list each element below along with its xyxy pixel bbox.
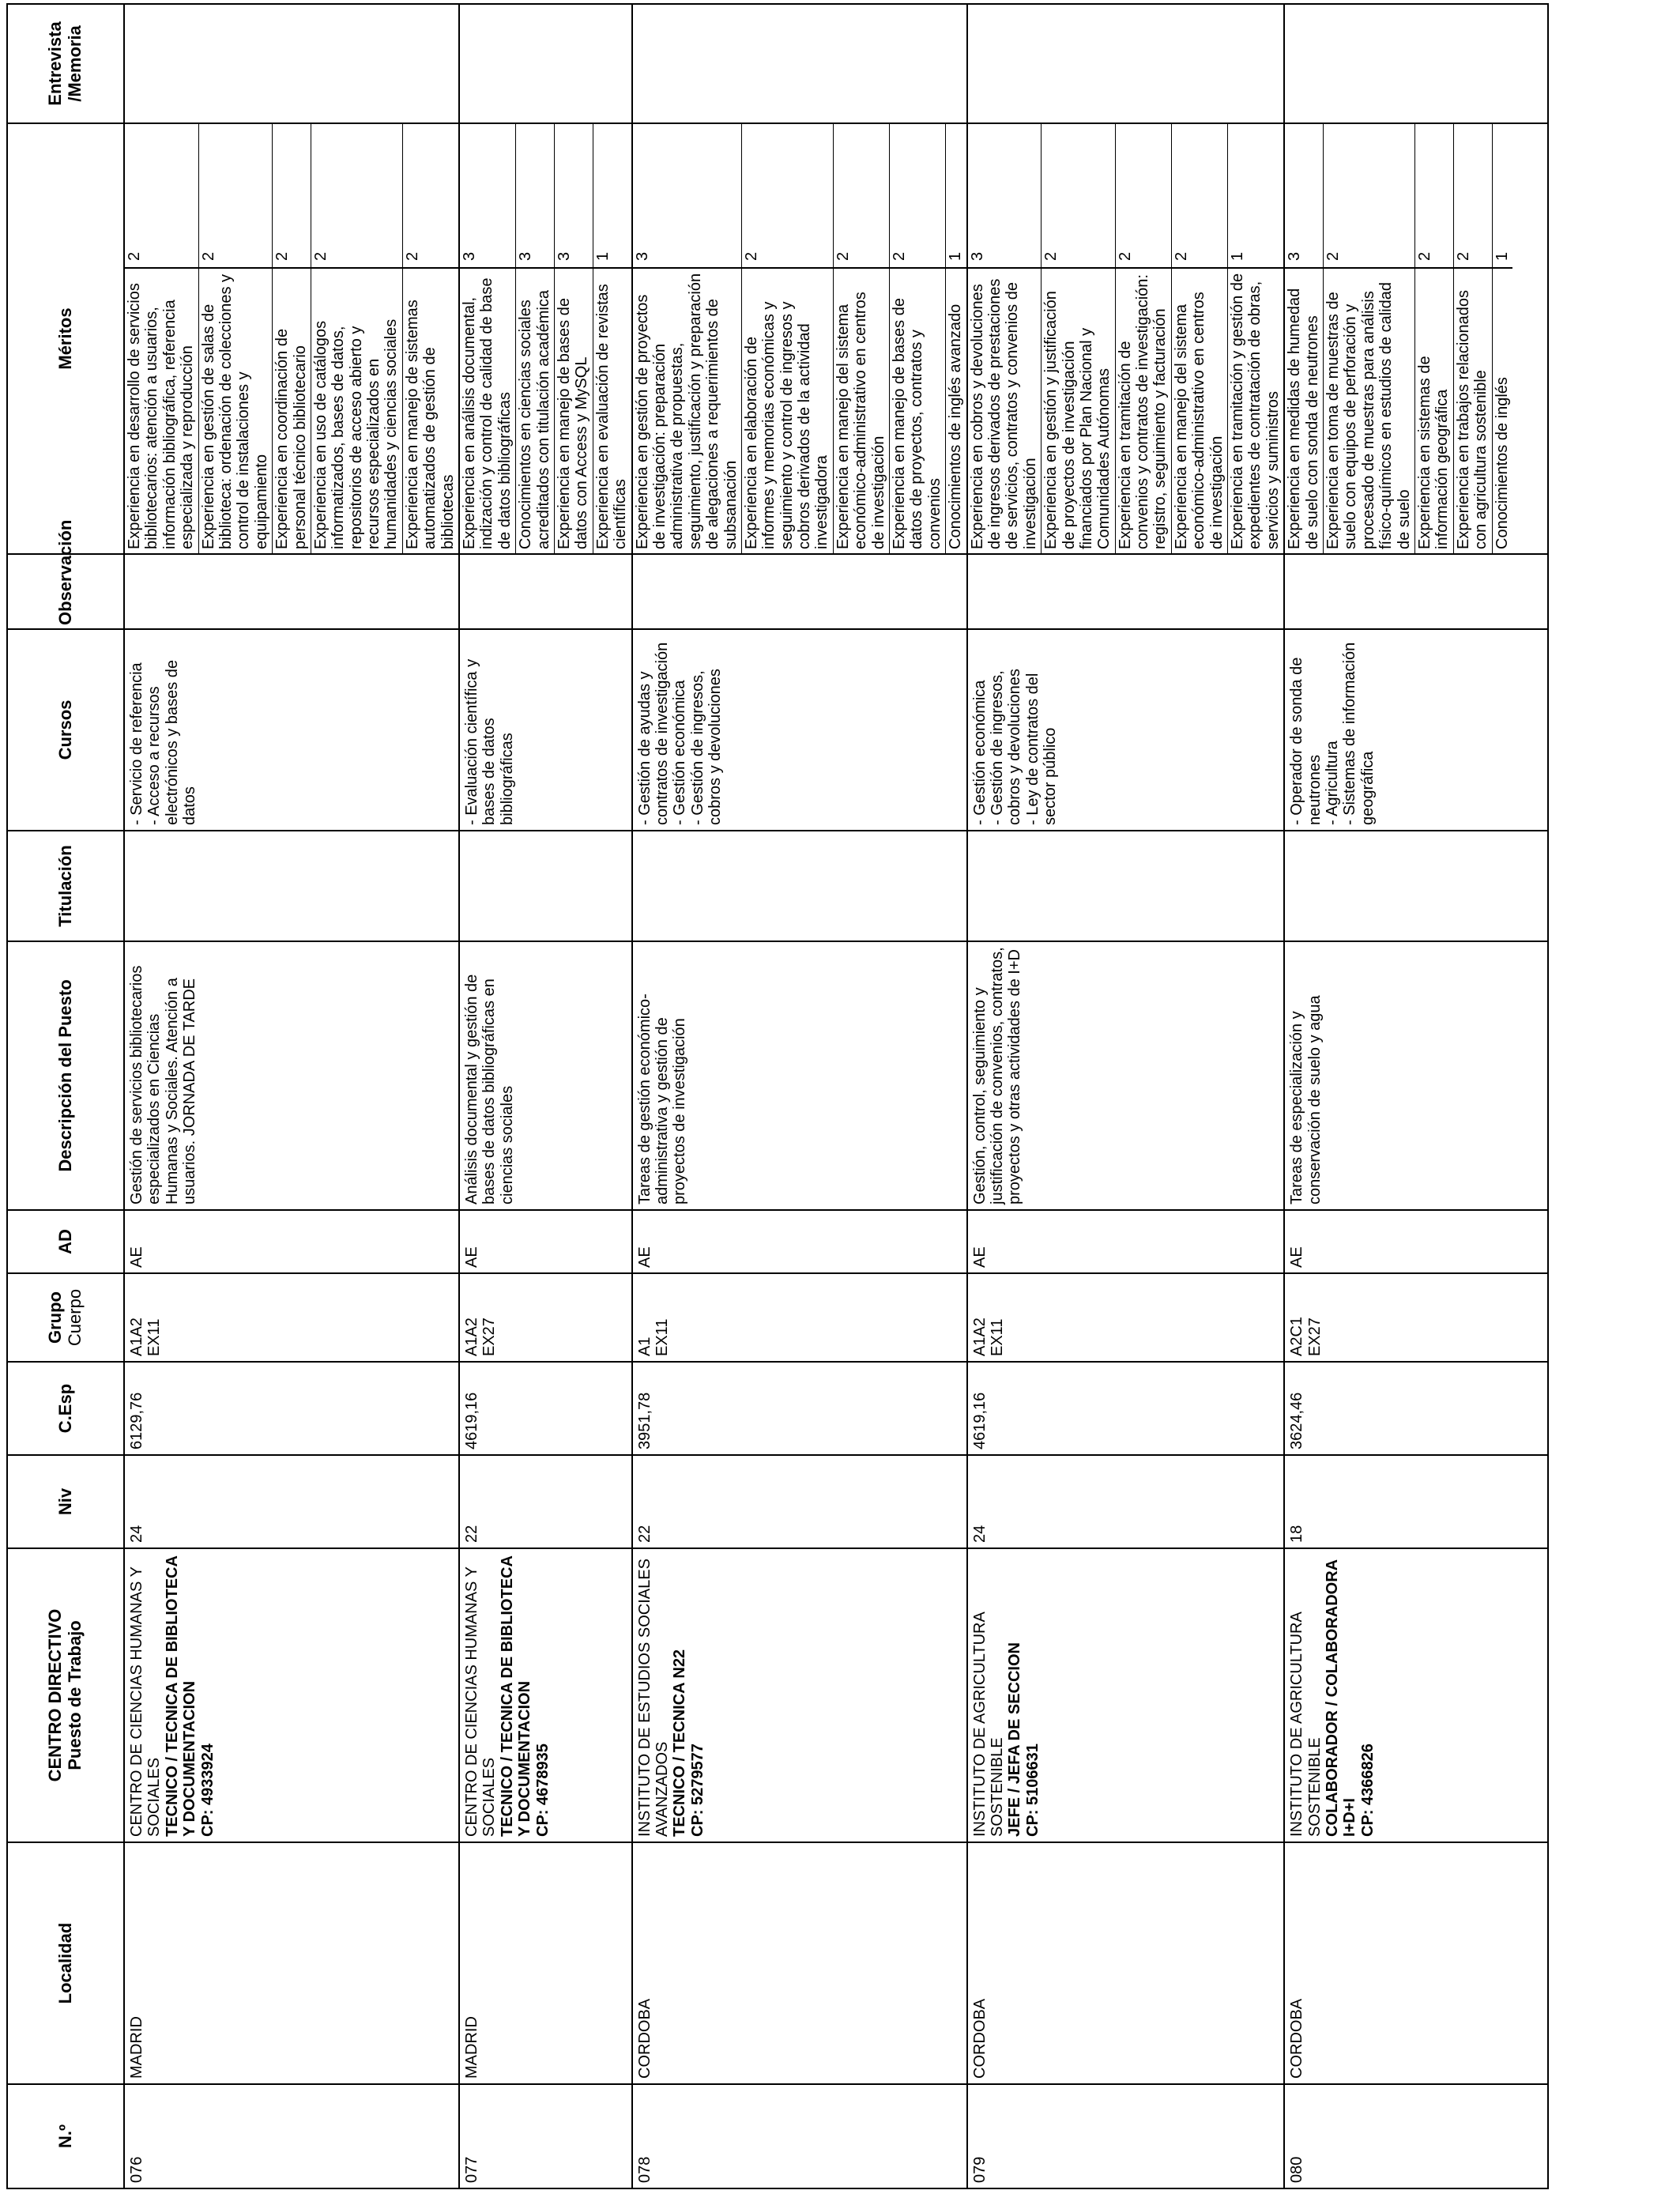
merito-points: 2 [402,124,458,268]
course-item: - Acceso a recursos electrónicos y bases de datos [145,659,199,825]
row-puesto: COLABORADOR / COLABORADORA I+D+I [1324,1559,1359,1837]
row-grupo: A1A2 [463,1318,481,1356]
course-item: - Gestión económica [970,680,989,825]
table-row [967,4,1285,2188]
merito-points: 2 [741,124,833,268]
header-row [7,4,124,2188]
numero-cell [124,2084,459,2188]
cursos-cell [1284,629,1548,831]
row-cuerpo: EX27 [1305,1318,1324,1356]
merito-item [833,124,889,553]
niv-cell [124,1455,459,1548]
cesp-cell [632,1362,967,1455]
row-ad: AE [635,1246,654,1268]
row-ad: AE [463,1246,481,1268]
table-row [124,4,459,2188]
descripcion-cell [124,941,459,1210]
row-cesp: 6129,76 [128,1392,145,1449]
meritos-list [125,124,458,553]
merito-item [1228,124,1284,553]
merito-text: Experiencia en manejo del sistema económico-administrativo en centros de investigación [833,268,889,553]
cursos-cell [459,629,632,831]
merito-text: Experiencia en elaboración de informes y memorias económicas y seguimiento y control de ingresos y cobros derivados de la actividad investigadora [741,268,833,553]
course-item: - Gestión de ingresos, cobros y devoluciones [988,669,1024,825]
observacion-cell [459,554,632,629]
row-numero: 077 [463,2156,481,2183]
ad-cell [124,1210,459,1273]
localidad-cell [632,1842,967,2084]
centro-cell [459,1548,632,1842]
course-item: - Servicio de referencia [128,662,145,825]
merito-item [554,124,593,553]
merito-item [1453,124,1492,553]
row-localidad: CORDOBA [635,1998,654,2079]
merito-text: Experiencia en tramitación y gestión de expedientes de contratación de obras, servicios y suministros [1229,273,1282,549]
merito-item [1285,124,1323,553]
merito-item [516,124,555,553]
merito-points: 3 [516,124,555,268]
row-cuerpo: EX11 [988,1318,1006,1356]
row-cesp: 4619,16 [463,1392,481,1449]
merito-points: 1 [1492,124,1512,268]
merito-points: 1 [1228,124,1284,268]
descripcion-cell [967,941,1285,1210]
merito-points: 2 [1453,124,1492,268]
meritos-list [633,124,966,553]
centro-cell [967,1548,1285,1842]
row-niv: 22 [635,1525,654,1543]
merito-item [593,124,631,553]
descripcion-cell [632,941,967,1210]
row-centro: INSTITUTO DE AGRICULTURA SOSTENIBLE [1288,1612,1324,1837]
merito-item [198,124,273,553]
row-puesto: TECNICO / TECNICA N22 [671,1649,689,1837]
merito-item [273,124,311,553]
merito-item [633,124,742,553]
row-numero: 078 [635,2156,654,2183]
course-item: - Gestión de ingresos, cobros y devoluciones [688,669,725,825]
cursos-cell [124,629,459,831]
row-puesto: TECNICO / TECNICA DE BIBLIOTECA Y DOCUMENTACION [498,1555,534,1837]
row-numero: 076 [128,2156,145,2183]
grupo-header-line1: Grupo [45,1291,66,1344]
cesp-cell [967,1362,1285,1455]
row-puesto: JEFE / JEFA DE SECCION [1006,1642,1024,1837]
niv-cell [632,1455,967,1548]
row-descripcion: Gestión de servicios bibliotecarios especializados en Ciencias Humanas y Sociales. Atención a usuarios. JORNADA DE TARDE [128,965,199,1204]
row-centro: INSTITUTO DE AGRICULTURA SOSTENIBLE [970,1612,1006,1837]
meritos-cell [1284,123,1548,554]
row-cuerpo: EX27 [480,1318,499,1356]
localidad-cell [967,1842,1285,2084]
row-niv: 24 [970,1525,989,1543]
table-row [459,4,632,2188]
row-ad: AE [128,1246,145,1268]
course-item: - Gestión económica [671,680,689,825]
merito-text: Experiencia en desarrollo de servicios bibliotecarios: atención a usuarios, información bibliográfica, referencia especializada y reproducción [125,268,198,553]
row-ad: AE [970,1246,989,1268]
course-item: - Operador de sonda de neutrones [1288,657,1324,825]
row-centro: CENTRO DE CIENCIAS HUMANAS Y SOCIALES [463,1566,499,1837]
merito-text: Experiencia en coordinación de personal técnico bibliotecario [273,268,311,553]
merito-item [311,124,402,553]
col-header-titulacion: Titulación [7,831,124,941]
merito-points: 3 [460,124,516,268]
cursos-cell [967,629,1285,831]
merito-points: 2 [1115,124,1171,268]
row-localidad: MADRID [463,2016,481,2079]
merito-item [402,124,458,553]
merito-points: 1 [593,124,631,268]
merito-item [1171,124,1227,553]
course-item: - Ley de contratos del sector público [1023,673,1060,825]
ad-cell [1284,1210,1548,1273]
row-localidad: CORDOBA [970,1998,989,2079]
row-cp: CP: 5279577 [688,1744,706,1837]
row-cesp: 3624,46 [1288,1392,1306,1449]
row-grupo: A1A2 [128,1318,145,1356]
row-ad: AE [1288,1246,1306,1268]
row-cp: CP: 5106631 [1023,1744,1042,1837]
merito-points: 2 [890,124,946,268]
row-cesp: 4619,16 [970,1392,989,1449]
row-cp: CP: 4678935 [533,1744,552,1837]
merito-text: Experiencia en medidas de humedad de suelo con sonda de neutrones [1285,268,1323,553]
centro-cell [1284,1548,1548,1842]
col-header-entrevista: Entrevista /Memoria [7,4,124,123]
numero-cell [632,2084,967,2188]
merito-item [968,124,1042,553]
merito-text: Experiencia en gestión de proyectos de investigación: preparación administrativa de propuestas, seguimiento, justificación y preparación de alegaciones a requerimientos de subsanación [633,268,742,553]
merito-points: 3 [554,124,593,268]
row-puesto: TECNICO / TECNICA DE BIBLIOTECA Y DOCUMENTACION [163,1555,199,1837]
merito-item [741,124,833,553]
grupo-cell [459,1273,632,1362]
merito-item [1492,124,1512,553]
grupo-cell [1284,1273,1548,1362]
merito-text: Experiencia en manejo del sistema económico-administrativo en centros de investigación [1171,268,1227,553]
observacion-cell [967,554,1285,629]
entrevista-cell [1284,4,1548,123]
merito-text: Experiencia en cobros y devoluciones de ingresos derivados de prestaciones de servicios, contratos y convenios de investigación [968,268,1042,553]
localidad-cell [124,1842,459,2084]
row-descripcion: Análisis documental y gestión de bases de datos bibliográficas en ciencias sociales [463,974,516,1204]
niv-cell [459,1455,632,1548]
col-header-centro [7,1548,124,1842]
row-numero: 080 [1288,2156,1306,2183]
meritos-cell [967,123,1285,554]
localidad-cell [459,1842,632,2084]
merito-points: 1 [946,124,966,268]
merito-points: 2 [198,124,273,268]
course-item: - Agricultura [1324,741,1341,825]
merito-points: 2 [1042,124,1116,268]
centro-cell [124,1548,459,1842]
table-row [632,4,967,2188]
merito-text: Experiencia en gestión y justificación de proyectos de investigación financiados por Plan Nacional y Comunidades Autónomas [1042,268,1116,553]
merito-item [1042,124,1116,553]
meritos-cell [459,123,632,554]
observacion-cell [124,554,459,629]
merito-text: Experiencia en sistemas de información geográfica [1414,268,1453,553]
merito-points: 2 [833,124,889,268]
merito-item [460,124,516,553]
centro-header-line1: CENTRO DIRECTIVO [45,1608,66,1782]
meritos-list [1285,124,1512,553]
row-grupo: A1A2 [970,1318,989,1356]
merito-item [1414,124,1453,553]
row-cp: CP: 4366826 [1358,1744,1377,1837]
merito-text: Experiencia en análisis documental, indización y control de calidad de base de datos bibliográficas [460,268,516,553]
merito-points: 3 [633,124,742,268]
merito-points: 2 [125,124,198,268]
merito-text: Experiencia en evaluación de revistas científicas [593,284,630,549]
row-niv: 18 [1288,1525,1306,1543]
merito-text: Experiencia en manejo de bases de datos con Access y MySQL [554,268,593,553]
row-descripcion: Tareas de gestión económico-administrativa y gestión de proyectos de investigación [635,993,689,1204]
meritos-list [968,124,1284,553]
merito-text: Conocimientos de inglés avanzado [947,303,965,549]
row-centro: INSTITUTO DE ESTUDIOS SOCIALES AVANZADOS [635,1559,671,1837]
meritos-cell [124,123,459,554]
row-descripcion: Tareas de especialización y conservación de suelo y agua [1288,995,1324,1204]
titulacion-cell [459,831,632,941]
numero-cell [459,2084,632,2188]
meritos-list [460,124,631,553]
row-descripcion: Gestión, control, seguimiento y justificación de convenios, contratos, proyectos y otras actividades de I+D [970,947,1024,1204]
plazas-table [6,3,1549,2189]
grupo-cell [124,1273,459,1362]
row-cesp: 3951,78 [635,1392,654,1449]
col-header-localidad: Localidad [7,1842,124,2084]
row-cuerpo: EX11 [145,1318,164,1356]
titulacion-cell [124,831,459,941]
niv-cell [1284,1455,1548,1548]
col-header-cursos: Cursos [7,629,124,831]
course-item: - Evaluación científica y bases de datos bibliográficas [463,658,516,825]
ad-cell [459,1210,632,1273]
merito-text: Conocimientos en ciencias sociales acreditados con titulación académica [516,268,555,553]
course-item: - Gestión de ayudas y contratos de investigación [635,642,671,825]
row-localidad: CORDOBA [1288,1998,1306,2079]
row-centro: CENTRO DE CIENCIAS HUMANAS Y SOCIALES [128,1566,164,1837]
cesp-cell [1284,1362,1548,1455]
merito-points: 3 [968,124,1042,268]
merito-points: 2 [273,124,311,268]
rotated-page [6,5,1666,2189]
merito-item [1115,124,1171,553]
merito-item [1324,124,1415,553]
col-header-observacion: Observación [7,554,124,629]
table-body [124,4,1548,2188]
centro-header-line2: Puesto de Trabajo [65,1620,85,1770]
row-numero: 079 [970,2156,989,2183]
descripcion-cell [459,941,632,1210]
localidad-cell [1284,1842,1548,2084]
entrevista-cell [632,4,967,123]
merito-points: 2 [1414,124,1453,268]
merito-points: 2 [1324,124,1415,268]
entrevista-cell [967,4,1285,123]
row-cuerpo: EX11 [653,1318,671,1356]
col-header-niv: Niv [7,1455,124,1548]
descripcion-cell [1284,941,1548,1210]
merito-points: 2 [311,124,402,268]
merito-points: 3 [1285,124,1323,268]
meritos-cell [632,123,967,554]
col-header-meritos: Méritos [7,123,124,554]
merito-item [890,124,946,553]
titulacion-cell [967,831,1285,941]
titulacion-cell [632,831,967,941]
row-cp: CP: 4933924 [198,1744,217,1837]
observacion-cell [1284,554,1548,629]
table-row [1284,4,1548,2188]
observacion-cell [632,554,967,629]
cesp-cell [459,1362,632,1455]
row-localidad: MADRID [128,2016,145,2079]
row-grupo: A2C1 [1288,1316,1306,1356]
titulacion-cell [1284,831,1548,941]
row-grupo: A1 [635,1336,654,1356]
col-header-descripcion: Descripción del Puesto [7,941,124,1210]
merito-text: Experiencia en trabajos relacionados con agricultura sostenible [1453,268,1492,553]
course-item: - Sistemas de información geográfica [1341,642,1377,825]
merito-text: Experiencia en gestión de salas de biblioteca: ordenación de colecciones y control de instalaciones y equipamiento [198,268,273,553]
merito-item [946,124,966,553]
merito-text: Experiencia en tramitación de convenios y contratos de investigación: registro, seguimiento y facturación [1115,268,1171,553]
merito-points: 2 [1171,124,1227,268]
numero-cell [1284,2084,1548,2188]
centro-cell [632,1548,967,1842]
merito-text: Experiencia en toma de muestras de suelo con equipos de perforación y procesado de muestras para análisis físico-químicos en estudios de calidad de suelo [1324,268,1415,553]
merito-text: Experiencia en manejo de sistemas automatizados de gestión de bibliotecas [403,300,457,549]
cesp-cell [124,1362,459,1455]
row-niv: 22 [463,1525,481,1543]
row-niv: 24 [128,1525,145,1543]
merito-text: Experiencia en uso de catálogos informatizados, bases de datos, repositorios de acceso abierto y recursos especializados en humanidades y ciencias sociales [311,268,402,553]
grupo-header-line2: Cuerpo [65,1288,85,1347]
ad-cell [632,1210,967,1273]
grupo-cell [632,1273,967,1362]
numero-cell [967,2084,1285,2188]
merito-item [125,124,198,553]
col-header-ad: AD [7,1210,124,1273]
grupo-cell [967,1273,1285,1362]
niv-cell [967,1455,1285,1548]
col-header-grupo [7,1273,124,1362]
ad-cell [967,1210,1285,1273]
entrevista-cell [459,4,632,123]
entrevista-cell [124,4,459,123]
col-header-cesp: C.Esp [7,1362,124,1455]
cursos-cell [632,629,967,831]
col-header-numero: N.º [7,2084,124,2188]
merito-text: Conocimientos de inglés [1493,377,1511,549]
merito-text: Experiencia en manejo de bases de datos de proyectos, contratos y convenios [890,268,946,553]
